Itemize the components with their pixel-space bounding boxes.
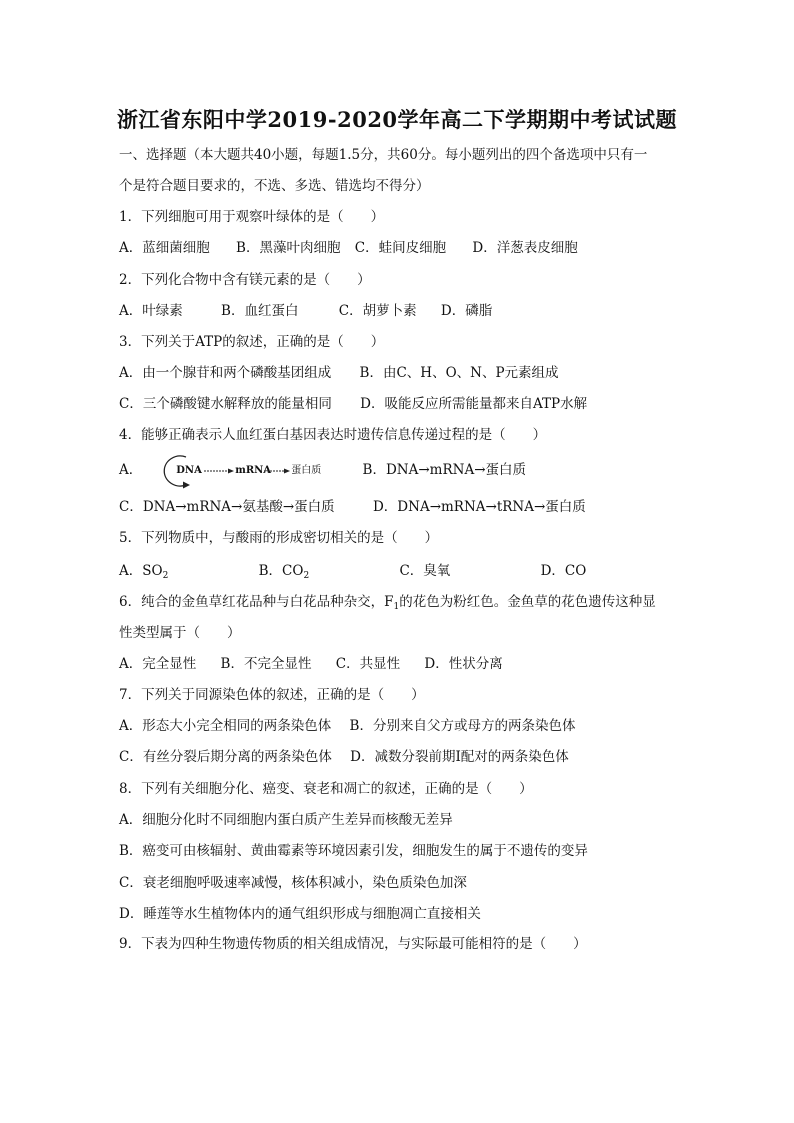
question-8-option-d: D．睡莲等水生植物体内的通气组织形成与细胞凋亡直接相关: [119, 906, 481, 922]
translation-arrowhead: [284, 468, 290, 473]
question-7-options-ab: [119, 717, 575, 735]
question-1-stem: 1．下列细胞可用于观察叶绿体的是（ ）: [119, 209, 385, 225]
question-8-stem: 8．下列有关细胞分化、癌变、衰老和凋亡的叙述，正确的是（ ）: [119, 781, 533, 797]
central-dogma-diagram: [146, 453, 346, 489]
diagram-dna-label: DNA: [176, 464, 202, 476]
loop-arrowhead: [183, 481, 190, 488]
option-a: A．由一个腺苷和两个磷酸基团组成: [119, 365, 332, 381]
question-6-options: [119, 655, 503, 673]
option-c: C．DNA→mRNA→氨基酸→蛋白质: [119, 499, 335, 515]
question-4-options-ab: [119, 452, 526, 489]
option-c: C．臭氧: [399, 563, 451, 579]
option-c: C．三个磷酸键水解释放的能量相同: [119, 396, 332, 412]
question-5-options: [119, 562, 586, 585]
option-d: D．吸能反应所需能量都来自ATP水解: [360, 396, 588, 412]
question-2-options: [119, 302, 492, 320]
option-c: C．蛙间皮细胞: [354, 240, 447, 256]
option-a-text: A．SO: [119, 563, 163, 579]
option-d: D．洋葱表皮细胞: [472, 240, 578, 256]
option-a-subscript: 2: [162, 571, 169, 581]
diagram-protein-label: 蛋白质: [291, 464, 322, 476]
option-a: A．蓝细菌细胞: [119, 240, 210, 256]
question-6-stem-pre: 6．纯合的金鱼草红花品种与白花品种杂交，F: [119, 594, 394, 610]
option-c: C．胡萝卜素: [338, 303, 417, 319]
question-8-option-b: B．癌变可由核辐射、黄曲霉素等环境因素引发，细胞发生的属于不遗传的变异: [119, 843, 588, 859]
option-b: B．DNA→mRNA→蛋白质: [362, 462, 527, 478]
question-6-stem-subscript: 1: [393, 602, 400, 612]
section-instructions-line1: 一、选择题（本大题共40小题，每题1.5分，共60分。每小题列出的四个备选项中只有一: [119, 147, 648, 163]
option-d: D．性状分离: [424, 656, 503, 672]
question-6-stem: [119, 593, 656, 616]
option-b: B．血红蛋白: [221, 303, 299, 319]
option-d: D．磷脂: [440, 303, 493, 319]
question-4-options-cd: [119, 498, 586, 516]
question-6-stem-post: 的花色为粉红色。金鱼草的花色遗传这种显: [399, 594, 656, 610]
option-d: D．减数分裂前期Ⅰ配对的两条染色体: [350, 749, 569, 765]
question-3-options-cd: [119, 395, 587, 413]
option-b: [259, 563, 310, 579]
question-6-stem-line2: 性类型属于（ ）: [119, 625, 241, 641]
question-7-stem: 7．下列关于同源染色体的叙述，正确的是（ ）: [119, 687, 425, 703]
diagram-mrna-label: mRNA: [235, 464, 272, 476]
option-c: C．共显性: [335, 656, 401, 672]
question-8-option-a: A．细胞分化时不同细胞内蛋白质产生差异而核酸无差异: [119, 812, 453, 828]
transcription-arrowhead: [228, 468, 234, 473]
option-c: C．有丝分裂后期分离的两条染色体: [119, 749, 332, 765]
question-8-option-c: C．衰老细胞呼吸速率减慢，核体积减小，染色质染色加深: [119, 875, 467, 891]
option-a: A．叶绿素: [119, 303, 183, 319]
option-a: [119, 563, 168, 579]
option-b-subscript: 2: [303, 571, 310, 581]
option-b: B．由C、H、O、N、P元素组成: [359, 365, 559, 381]
option-b-text: B．CO: [258, 563, 304, 579]
page-title: 浙江省东阳中学2019-2020学年高二下学期期中考试试题: [116, 107, 678, 132]
option-a: A．形态大小完全相同的两条染色体: [119, 718, 332, 734]
question-2-stem: 2．下列化合物中含有镁元素的是（ ）: [119, 272, 371, 288]
question-3-options-ab: [119, 364, 559, 382]
question-3-stem: 3．下列关于ATP的叙述，正确的是（ ）: [119, 334, 385, 350]
option-a: A．完全显性: [119, 656, 197, 672]
option-b: B．黑藻叶肉细胞: [236, 240, 341, 256]
option-d: D．DNA→mRNA→tRNA→蛋白质: [372, 499, 586, 515]
question-5-stem: 5．下列物质中，与酸雨的形成密切相关的是（ ）: [119, 530, 439, 546]
option-d: D．CO: [540, 563, 587, 579]
question-4-stem: 4．能够正确表示人血红蛋白基因表达时遗传信息传递过程的是（ ）: [119, 427, 547, 443]
question-9-stem: 9．下表为四种生物遗传物质的相关组成情况，与实际最可能相符的是（ ）: [119, 936, 587, 952]
option-b: B．分别来自父方或母方的两条染色体: [349, 718, 576, 734]
question-1-options: [119, 239, 578, 257]
question-7-options-cd: [119, 748, 569, 766]
section-instructions-line2: 个是符合题目要求的，不选、多选、错选均不得分）: [119, 178, 430, 194]
option-b: B．不完全显性: [220, 656, 312, 672]
option-a-label: A．: [119, 462, 143, 478]
